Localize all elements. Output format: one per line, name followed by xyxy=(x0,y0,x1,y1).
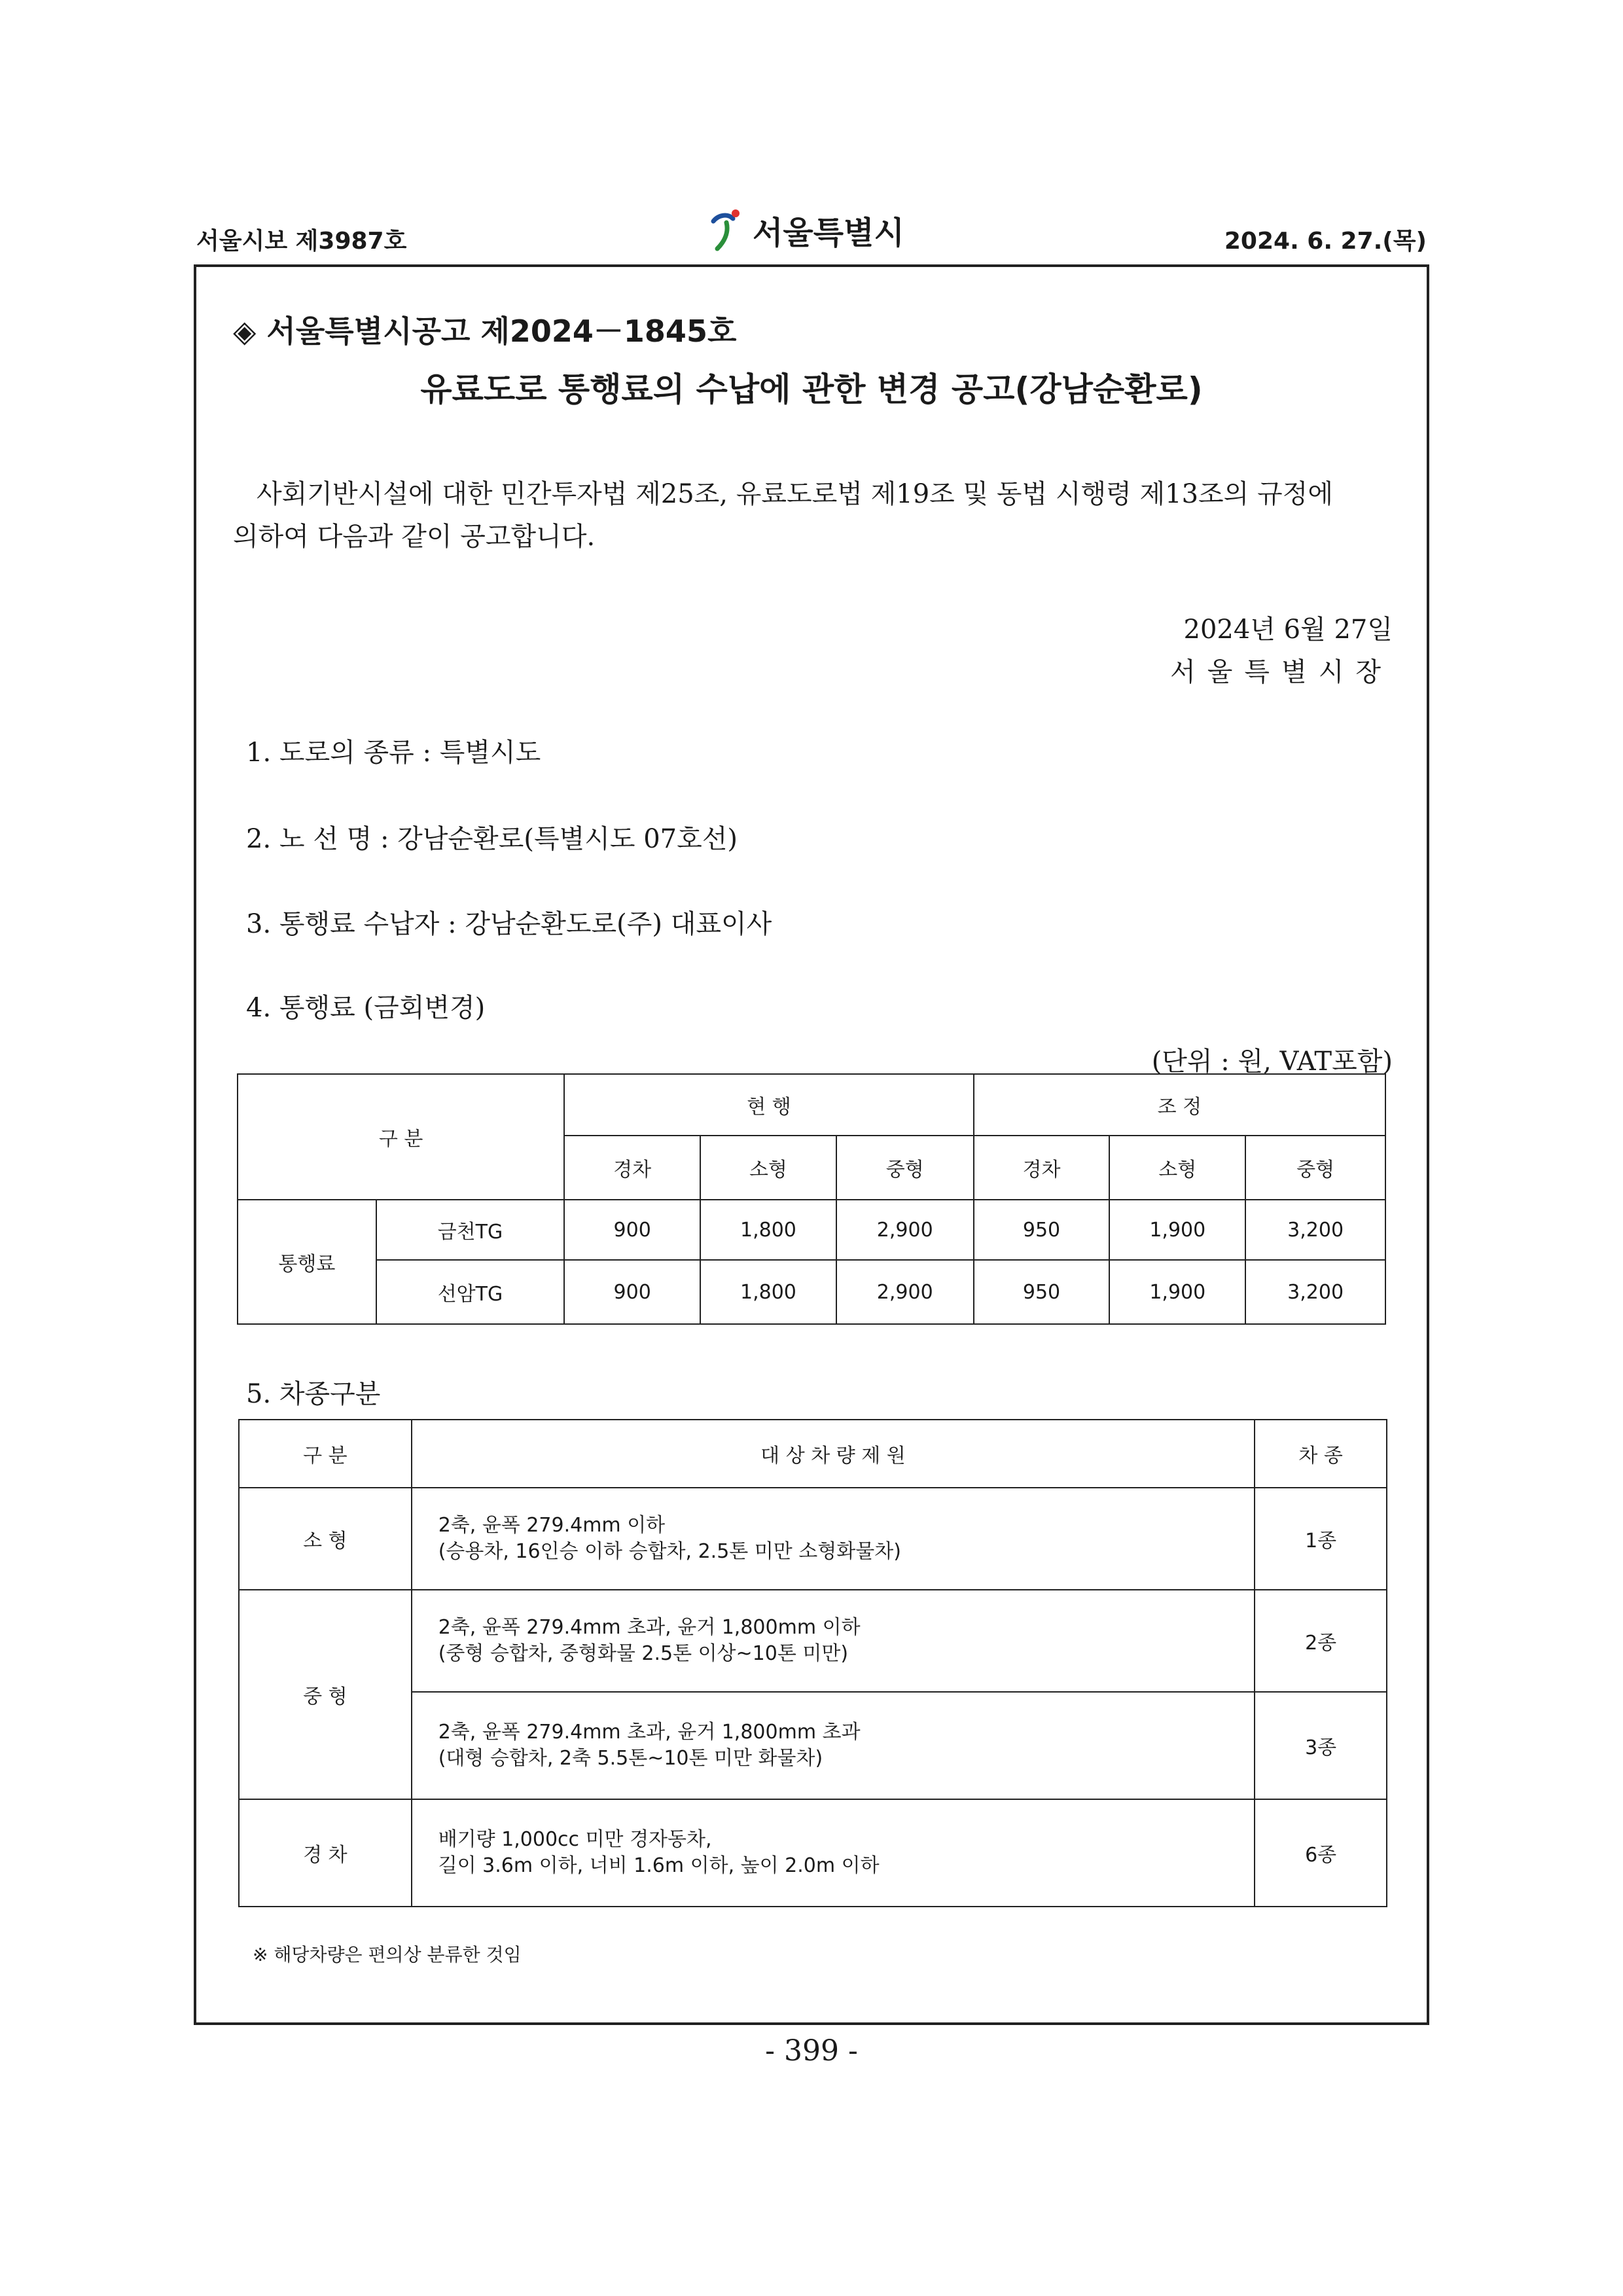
vehicle-spec-line: (중형 승합차, 중형화물 2.5톤 이상~10톤 미만) xyxy=(438,1642,849,1665)
seoul-symbol-icon xyxy=(707,207,746,253)
page-number: - 399 - xyxy=(765,2034,858,2068)
toll-subheader: 중형 xyxy=(1245,1136,1385,1200)
item-vehicle-class: 5. 차종구분 xyxy=(246,1379,381,1409)
vehicle-class-table xyxy=(238,1419,1387,1907)
notice-date: 2024년 6월 27일 xyxy=(1183,615,1393,645)
vehicle-category-small: 소 형 xyxy=(239,1488,412,1590)
vehicle-spec-line: 2축, 윤폭 279.4mm 초과, 윤거 1,800mm 초과 xyxy=(438,1720,861,1744)
vehicle-table-header-spec: 대 상 차 량 제 원 xyxy=(412,1420,1255,1488)
toll-value: 1,800 xyxy=(700,1200,836,1260)
toll-value: 3,200 xyxy=(1245,1260,1385,1324)
vehicle-spec-line: (승용차, 16인승 이하 승합차, 2.5톤 미만 소형화물차) xyxy=(438,1540,901,1563)
notice-signer: 서울특별시장 xyxy=(1170,657,1393,687)
vehicle-spec-line: (대형 승합차, 2축 5.5톤~10톤 미만 화물차) xyxy=(438,1747,823,1770)
vehicle-table-header-category: 구 분 xyxy=(239,1420,412,1488)
toll-subheader: 경차 xyxy=(564,1136,700,1200)
toll-value: 1,900 xyxy=(1109,1260,1245,1324)
toll-table-current-header: 현 행 xyxy=(564,1074,973,1136)
notice-number: ◈ 서울특별시공고 제2024－1845호 xyxy=(233,314,737,349)
vehicle-spec-medium-a xyxy=(412,1590,1255,1692)
toll-value: 2,900 xyxy=(836,1260,974,1324)
toll-subheader: 소형 xyxy=(700,1136,836,1200)
gazette-date: 2024. 6. 27.(목) xyxy=(1224,228,1427,255)
vehicle-spec-line: 2축, 윤폭 279.4mm 이하 xyxy=(438,1513,666,1537)
table-row xyxy=(239,1692,1387,1799)
intro-paragraph-line-1: 사회기반시설에 대한 민간투자법 제25조, 유료도로법 제19조 및 동법 시행령 제13조의 규정에 xyxy=(257,479,1333,509)
vehicle-class-medium-b: 3종 xyxy=(1255,1692,1387,1799)
toll-fee-table xyxy=(237,1073,1386,1325)
item-road-type: 1. 도로의 종류 : 특별시도 xyxy=(246,738,541,768)
vehicle-class-medium-a: 2종 xyxy=(1255,1590,1387,1692)
toll-value: 2,900 xyxy=(836,1200,974,1260)
toll-gate-name: 금천TG xyxy=(376,1200,565,1260)
item-toll-collector: 3. 통행료 수납자 : 강남순환도로(주) 대표이사 xyxy=(246,909,772,939)
footnote: ※ 해당차량은 편의상 분류한 것임 xyxy=(253,1944,522,1965)
toll-value: 1,800 xyxy=(700,1260,836,1324)
intro-paragraph-line-2: 의하여 다음과 같이 공고합니다. xyxy=(233,522,596,552)
toll-value: 900 xyxy=(564,1200,700,1260)
document-title: 유료도로 통행료의 수납에 관한 변경 공고(강남순환로) xyxy=(420,370,1203,408)
vehicle-spec-small xyxy=(412,1488,1255,1590)
toll-table-corner-header: 구 분 xyxy=(238,1074,564,1200)
vehicle-spec-line: 2축, 윤폭 279.4mm 초과, 윤거 1,800mm 이하 xyxy=(438,1615,861,1639)
gazette-issue-number: 서울시보 제3987호 xyxy=(196,228,407,255)
vehicle-spec-line: 길이 3.6m 이하, 너비 1.6m 이하, 높이 2.0m 이하 xyxy=(438,1854,880,1877)
toll-subheader: 경차 xyxy=(974,1136,1110,1200)
toll-row-group-label: 통행료 xyxy=(238,1200,376,1324)
seoul-logo xyxy=(707,200,904,259)
item-route-name: 2. 노 선 명 : 강남순환로(특별시도 07호선) xyxy=(246,824,738,854)
toll-value: 1,900 xyxy=(1109,1200,1245,1260)
table-row xyxy=(238,1200,1385,1260)
vehicle-category-compact: 경 차 xyxy=(239,1799,412,1907)
logo-text: 서울특별시 xyxy=(753,214,904,251)
toll-table-adjusted-header: 조 정 xyxy=(974,1074,1385,1136)
vehicle-spec-line: 배기량 1,000cc 미만 경자동차, xyxy=(438,1827,712,1851)
unit-note: (단위 : 원, VAT포함) xyxy=(1151,1047,1393,1077)
item-toll-fee: 4. 통행료 (금회변경) xyxy=(246,993,486,1023)
vehicle-category-medium: 중 형 xyxy=(239,1590,412,1799)
toll-subheader: 소형 xyxy=(1109,1136,1245,1200)
toll-value: 950 xyxy=(974,1260,1110,1324)
vehicle-spec-compact xyxy=(412,1799,1255,1907)
toll-subheader: 중형 xyxy=(836,1136,974,1200)
table-row xyxy=(239,1488,1387,1590)
toll-value: 900 xyxy=(564,1260,700,1324)
vehicle-class-compact: 6종 xyxy=(1255,1799,1387,1907)
vehicle-class-small: 1종 xyxy=(1255,1488,1387,1590)
table-row xyxy=(239,1590,1387,1692)
toll-value: 950 xyxy=(974,1200,1110,1260)
table-row xyxy=(238,1260,1385,1324)
toll-value: 3,200 xyxy=(1245,1200,1385,1260)
table-row xyxy=(239,1799,1387,1907)
vehicle-table-header-class: 차 종 xyxy=(1255,1420,1387,1488)
toll-gate-name: 선암TG xyxy=(376,1260,565,1324)
vehicle-spec-medium-b xyxy=(412,1692,1255,1799)
